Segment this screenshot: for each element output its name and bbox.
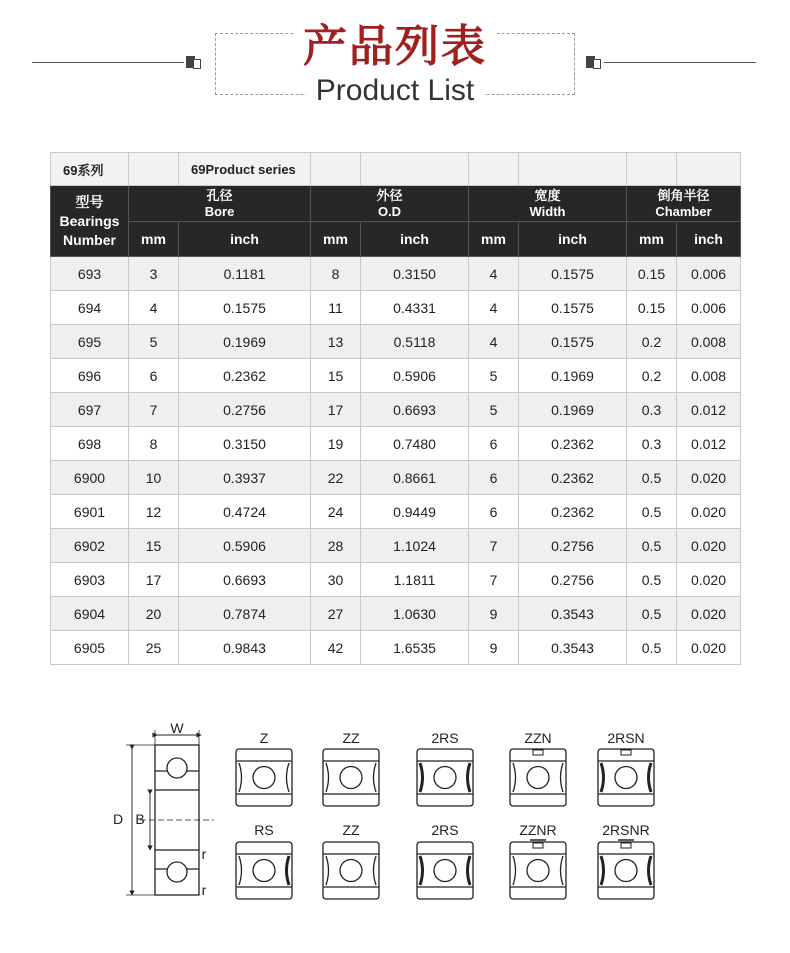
table-cell: 0.2 — [627, 359, 677, 393]
seal-type-icon — [236, 842, 292, 899]
table-cell: 12 — [129, 495, 179, 529]
seal-type-icon — [598, 749, 654, 806]
table-cell: 0.3543 — [519, 631, 627, 665]
group-header-bore: 孔径 Bore — [129, 186, 311, 222]
seal-type-label: ZZNR — [519, 822, 557, 838]
table-cell: 0.020 — [677, 461, 741, 495]
unit-header: inch — [361, 222, 469, 257]
table-cell: 0.3937 — [179, 461, 311, 495]
table-cell: 20 — [129, 597, 179, 631]
table-cell: 0.1969 — [519, 393, 627, 427]
page-title-cn: 产品列表 — [0, 10, 790, 74]
table-row — [51, 427, 741, 461]
table-cell: 0.8661 — [361, 461, 469, 495]
table-cell: 0.1969 — [519, 359, 627, 393]
table-cell: 4 — [469, 291, 519, 325]
table-cell: 0.006 — [677, 257, 741, 291]
table-cell: 6 — [469, 461, 519, 495]
bearing-number-cell: 6905 — [51, 631, 129, 665]
table-row — [51, 291, 741, 325]
model-header: 型号 Bearings Number — [51, 186, 129, 257]
table-cell: 0.5906 — [179, 529, 311, 563]
table-cell: 0.020 — [677, 495, 741, 529]
table-cell: 0.5118 — [361, 325, 469, 359]
table-row — [51, 529, 741, 563]
table-cell: 1.1811 — [361, 563, 469, 597]
table-cell: 0.5 — [627, 461, 677, 495]
table-cell: 22 — [311, 461, 361, 495]
bearing-drawings — [110, 718, 670, 908]
table-cell: 0.2362 — [179, 359, 311, 393]
table-cell: 25 — [129, 631, 179, 665]
table-cell: 0.3543 — [519, 597, 627, 631]
table-cell: 5 — [469, 393, 519, 427]
unit-header: mm — [469, 222, 519, 257]
table-cell: 0.7480 — [361, 427, 469, 461]
table-cell: 0.020 — [677, 563, 741, 597]
table-cell: 0.5 — [627, 529, 677, 563]
series-title: 69Product series — [179, 153, 311, 186]
group-header-width: 宽度 Width — [469, 186, 627, 222]
series-label: 69系列 — [51, 153, 129, 186]
table-cell: 1.6535 — [361, 631, 469, 665]
dim-r-label: r — [201, 882, 207, 898]
table-cell: 13 — [311, 325, 361, 359]
table-row — [51, 631, 741, 665]
table-cell: 0.008 — [677, 325, 741, 359]
table-cell: 0.2756 — [519, 563, 627, 597]
table-cell: 0.15 — [627, 291, 677, 325]
bearing-number-cell: 6904 — [51, 597, 129, 631]
bearing-number-cell: 6903 — [51, 563, 129, 597]
table-cell: 0.1575 — [519, 257, 627, 291]
bearing-diagram — [110, 718, 670, 908]
seal-type-label: 2RSN — [607, 730, 645, 746]
unit-header: mm — [129, 222, 179, 257]
product-table — [50, 152, 741, 665]
unit-header: inch — [677, 222, 741, 257]
table-cell: 10 — [129, 461, 179, 495]
table-cell: 0.2 — [627, 325, 677, 359]
table-cell: 0.008 — [677, 359, 741, 393]
bearing-number-cell: 694 — [51, 291, 129, 325]
unit-header: inch — [519, 222, 627, 257]
table-cell: 0.020 — [677, 597, 741, 631]
group-header-od: 外径 O.D — [311, 186, 469, 222]
bearing-number-cell: 693 — [51, 257, 129, 291]
unit-header: inch — [179, 222, 311, 257]
table-row — [51, 563, 741, 597]
table-row — [51, 257, 741, 291]
table-cell: 11 — [311, 291, 361, 325]
series-row — [51, 153, 741, 186]
header-row-groups — [51, 186, 741, 222]
dim-d-label: D — [112, 811, 124, 827]
table-cell: 17 — [311, 393, 361, 427]
table-cell: 0.1575 — [519, 325, 627, 359]
seal-type-label: 2RSNR — [602, 822, 650, 838]
table-cell: 3 — [129, 257, 179, 291]
table-cell: 28 — [311, 529, 361, 563]
table-cell: 0.4331 — [361, 291, 469, 325]
seal-type-label: ZZ — [342, 822, 360, 838]
unit-header: mm — [311, 222, 361, 257]
table-cell: 0.006 — [677, 291, 741, 325]
table-row — [51, 393, 741, 427]
seal-type-label: 2RS — [431, 822, 459, 838]
bearing-number-cell: 6900 — [51, 461, 129, 495]
table-cell: 0.5 — [627, 597, 677, 631]
table-cell: 6 — [469, 427, 519, 461]
table-cell: 7 — [469, 529, 519, 563]
table-cell: 4 — [129, 291, 179, 325]
dim-w-label: W — [170, 720, 184, 736]
table-cell: 0.5 — [627, 495, 677, 529]
table-row — [51, 461, 741, 495]
table-cell: 0.3 — [627, 427, 677, 461]
table-cell: 42 — [311, 631, 361, 665]
table-cell: 0.9449 — [361, 495, 469, 529]
seal-type-label: ZZN — [524, 730, 552, 746]
table-cell: 0.2362 — [519, 495, 627, 529]
bearing-number-cell: 6902 — [51, 529, 129, 563]
seal-type-label: RS — [254, 822, 274, 838]
table-cell: 6 — [469, 495, 519, 529]
table-cell: 7 — [129, 393, 179, 427]
table-cell: 0.2756 — [179, 393, 311, 427]
table-cell: 0.2362 — [519, 427, 627, 461]
seal-type-label: 2RS — [431, 730, 459, 746]
dim-r-label: r — [201, 846, 207, 862]
table-cell: 17 — [129, 563, 179, 597]
table-cell: 5 — [469, 359, 519, 393]
table-cell: 0.3150 — [361, 257, 469, 291]
header-row-units — [51, 222, 741, 257]
table-cell: 19 — [311, 427, 361, 461]
table-cell: 0.5 — [627, 563, 677, 597]
table-row — [51, 359, 741, 393]
table-cell: 6 — [129, 359, 179, 393]
table-row — [51, 495, 741, 529]
table-cell: 0.1181 — [179, 257, 311, 291]
table-cell: 0.3150 — [179, 427, 311, 461]
table-cell: 4 — [469, 325, 519, 359]
bearing-number-cell: 698 — [51, 427, 129, 461]
table-cell: 0.1575 — [519, 291, 627, 325]
table-cell: 0.1575 — [179, 291, 311, 325]
table-cell: 7 — [469, 563, 519, 597]
table-cell: 0.15 — [627, 257, 677, 291]
table-cell: 0.1969 — [179, 325, 311, 359]
table-cell: 24 — [311, 495, 361, 529]
table-cell: 9 — [469, 597, 519, 631]
page-header — [0, 0, 790, 120]
table-cell: 0.020 — [677, 631, 741, 665]
table-row — [51, 597, 741, 631]
table-cell: 0.2756 — [519, 529, 627, 563]
table-row — [51, 325, 741, 359]
table-cell: 15 — [129, 529, 179, 563]
table-cell: 1.0630 — [361, 597, 469, 631]
group-header-chamber: 倒角半径 Chamber — [627, 186, 741, 222]
table-cell: 4 — [469, 257, 519, 291]
seal-type-icon — [598, 840, 654, 899]
table-cell: 30 — [311, 563, 361, 597]
seal-type-icon — [236, 749, 292, 806]
table-cell: 0.5906 — [361, 359, 469, 393]
page-title-en: Product List — [0, 74, 790, 108]
table-cell: 8 — [129, 427, 179, 461]
bearing-number-cell: 6901 — [51, 495, 129, 529]
seal-type-icon — [510, 840, 566, 899]
dim-b-label: B — [135, 811, 145, 827]
seal-type-icon — [323, 842, 379, 899]
bearing-number-cell: 697 — [51, 393, 129, 427]
table-cell: 0.3 — [627, 393, 677, 427]
table-cell: 0.6693 — [179, 563, 311, 597]
seal-type-icon — [417, 749, 473, 806]
seal-type-label: Z — [259, 730, 269, 746]
bearing-number-cell: 696 — [51, 359, 129, 393]
table-cell: 15 — [311, 359, 361, 393]
table-cell: 8 — [311, 257, 361, 291]
seal-type-icon — [510, 749, 566, 806]
seal-type-icon — [323, 749, 379, 806]
table-cell: 0.012 — [677, 427, 741, 461]
table-cell: 5 — [129, 325, 179, 359]
table-cell: 0.2362 — [519, 461, 627, 495]
table-cell: 0.6693 — [361, 393, 469, 427]
seal-type-label: ZZ — [342, 730, 360, 746]
table-cell: 0.9843 — [179, 631, 311, 665]
bearing-number-cell: 695 — [51, 325, 129, 359]
table-cell: 9 — [469, 631, 519, 665]
table-cell: 0.012 — [677, 393, 741, 427]
table-cell: 0.5 — [627, 631, 677, 665]
table-cell: 27 — [311, 597, 361, 631]
table-cell: 1.1024 — [361, 529, 469, 563]
table-cell: 0.4724 — [179, 495, 311, 529]
unit-header: mm — [627, 222, 677, 257]
table-cell: 0.020 — [677, 529, 741, 563]
table-cell: 0.7874 — [179, 597, 311, 631]
seal-type-icon — [417, 842, 473, 899]
